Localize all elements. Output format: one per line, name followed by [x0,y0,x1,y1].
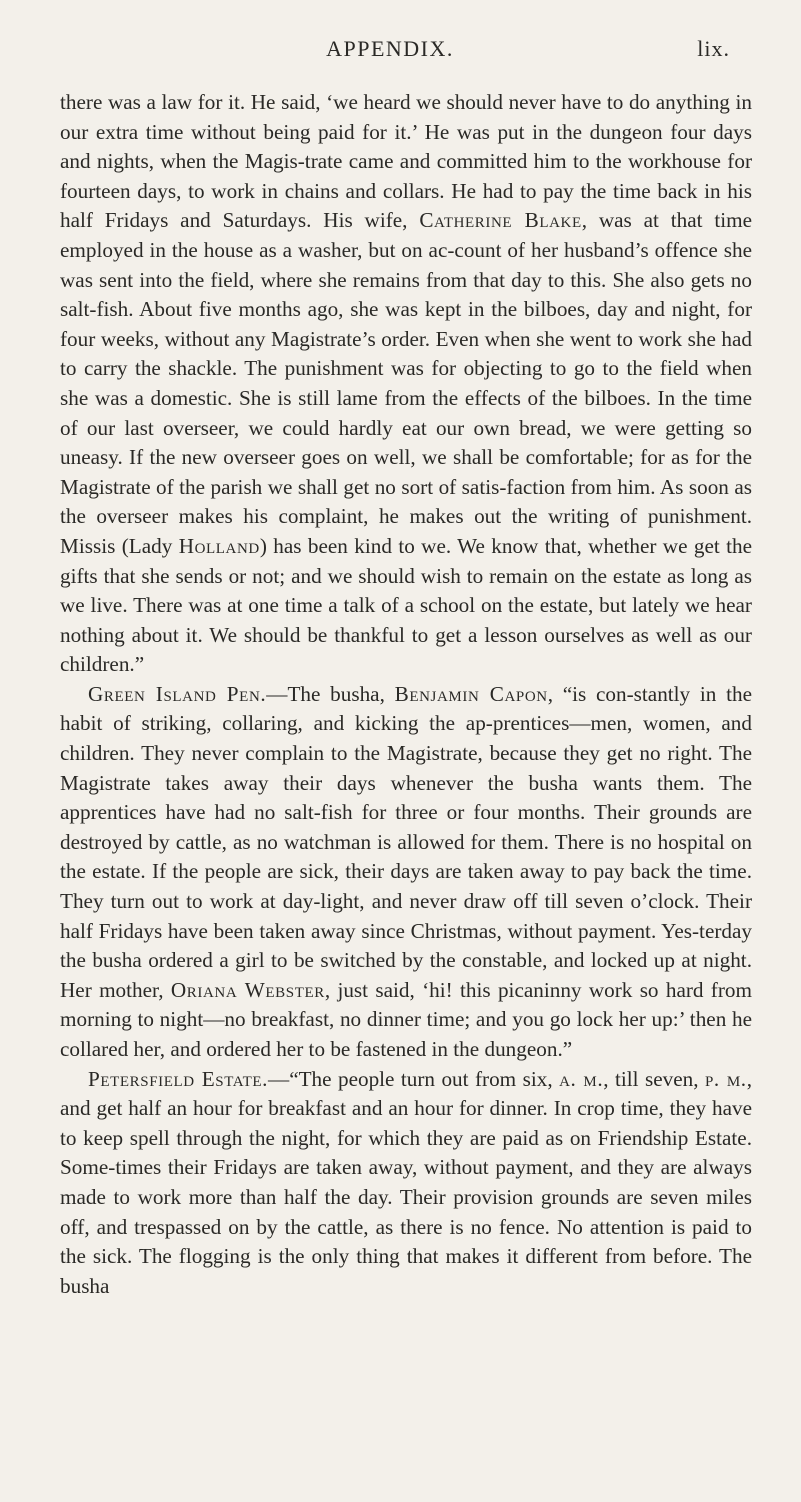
paragraph [60,88,752,680]
small-caps-run: Benjamin Capon [394,681,548,706]
text-run: , till seven, [603,1066,705,1091]
paragraph [60,1065,752,1302]
text-run: , just said, ‘hi! this picaninny work so hard from morning to night—no breakfast, no dinner time; and you go lock her up:’ then he collared her, and ordered her to be fastened in the dungeon.” [60,977,752,1061]
text-run: ) has been kind to we. We know that, whether we get the gifts that she sends or not; and we should wish to remain on the estate as long as we live. There was at one time a talk of a school on the estate, but lately we hear nothing about it. We should be thankful to get a lesson ourselves as well as our children.” [60,533,753,677]
small-caps-run: Holland [178,533,260,558]
text-run: , and get half an hour for breakfast and an hour for dinner. In crop time, they have to keep spell through the night, for which they are paid as on Friendship Estate. Some-times their Fridays are taken away, without payment, and they are always made to work more than half the day. Their provision grounds are seven miles off, and trespassed on by the cattle, as there is no fence. No attention is paid to the sick. The flogging is the only thing that makes it different from before. The busha [60,1066,752,1298]
text-run: —“The people turn out from six, [268,1066,560,1091]
small-caps-run: Petersfield Estate. [88,1066,268,1091]
small-caps-run: Oriana Webster [170,977,325,1002]
small-caps-run: Green Island Pen. [88,681,267,706]
text-run: —The busha, [266,681,395,706]
paragraph [60,680,752,1065]
text-run: , “is con-stantly in the habit of striking, collaring, and kicking the ap-prentices—men, women, and children. They never complain to the Magistrate, because they get no right. The Magistrate takes away their days whenever the busha wants them. The apprentices have had no salt-fish for three or four months. Their grounds are destroyed by cattle, as no watchman is allowed for them. There is no hospital on the estate. If the people are sick, their days are taken away to pay back the time. They turn out to work at day-light, and never draw off till seven o’clock. Their half Fridays have been taken away since Christmas, without payment. Yes-terday the busha ordered a girl to be switched by the constable, and locked up at night. Her mother, [60,681,752,1002]
body-text [60,88,752,1301]
page-header [60,36,730,70]
text-run: , was at that time employed in the house as a washer, but on ac-count of her husband’s offence she was sent into the field, where she remains from that day to this. She also gets no salt-fish. About five months ago, she was kept in the bilboes, day and night, for four weeks, without any Magistrate’s order. Even when she went to work she had to carry the shackle. The punishment was for objecting to go to the field when she was a domestic. She is still lame from the effects of the bilboes. In the time of our last overseer, we could hardly eat our own bread, we were getting so uneasy. If the new overseer goes on well, we shall be comfortable; for as for the Magistrate of the parish we shall get no sort of satis-faction from him. As soon as the overseer makes his complaint, he makes out the writing of punishment. Missis (Lady [60,208,753,558]
text-run: there was a law for it. He said, ‘we heard we should never have to do anything in our extra time without being paid for it.’ He was put in the dungeon four days and nights, when the Magis-trate came and committed him to the workhouse for fourteen days, to work in chains and collars. He had to pay the time back in his half Fridays and Saturdays. His wife, [60,90,752,233]
small-caps-run: Catherine Blake [419,208,582,233]
small-caps-run: a. m. [559,1066,604,1091]
page-number: lix. [697,36,730,61]
small-caps-run: p. m. [704,1066,747,1091]
running-head: APPENDIX. [326,36,454,61]
